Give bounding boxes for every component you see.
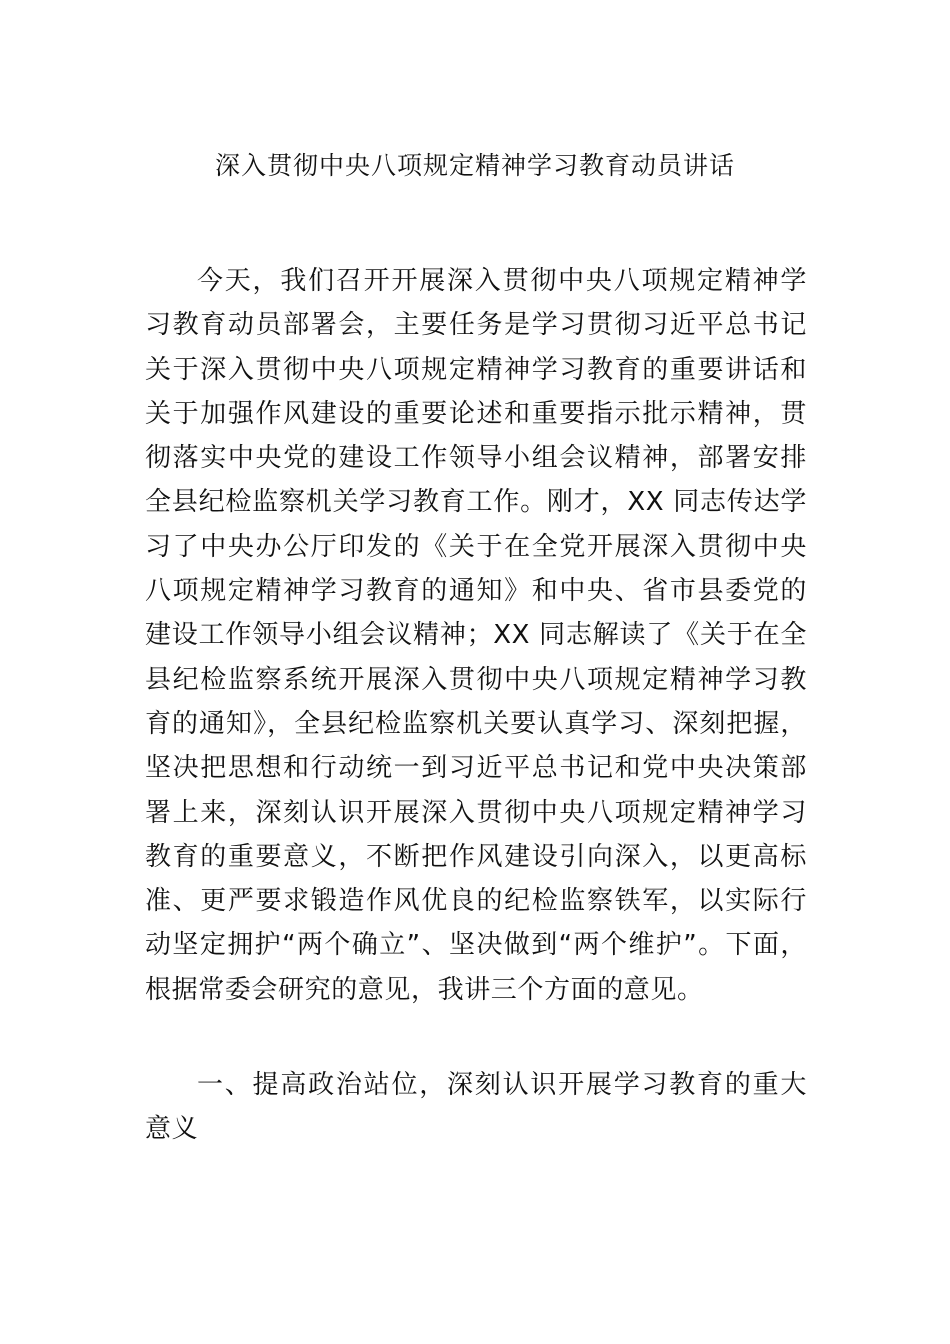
document-title: 深入贯彻中央八项规定精神学习教育动员讲话	[214, 151, 735, 180]
intro-paragraph: 今天，我们召开开展深入贯彻中央八项规定精神学习教育动员部署会，主要任务是学习贯彻习近平总书记关于深入贯彻中央八项规定精神学习教育的重要讲话和关于加强作风建设的重要论述和重要指示批示精神，贯彻落实中央党的建设工作领导小组会议精神，部署安排全县纪检监察机关学习教育工作。刚才，XX 同志传达学习了中央办公厅印发的《关于在全党开展深入贯彻中央八项规定精神学习教育的通知》和中央、省市县委党的建设工作领导小组会议精神；XX 同志解读了《关于在全县纪检监察系统开展深入贯彻中央八项规定精神学习教育的通知》，全县纪检监察机关要认真学习、深刻把握，坚决把思想和行动统一到习近平总书记和党中央决策部署上来，深刻认识开展深入贯彻中央八项规定精神学习教育的重要意义，不断把作风建设引向深入，以更高标准、更严要求锻造作风优良的纪检监察铁军，以实际行动坚定拥护“两个确立”、坚决做到“两个维护”。下面，根据常委会研究的意见，我讲三个方面的意见。	[145, 266, 807, 1005]
section-heading: 一、提高政治站位，深刻认识开展学习教育的重大意义	[145, 1070, 807, 1145]
